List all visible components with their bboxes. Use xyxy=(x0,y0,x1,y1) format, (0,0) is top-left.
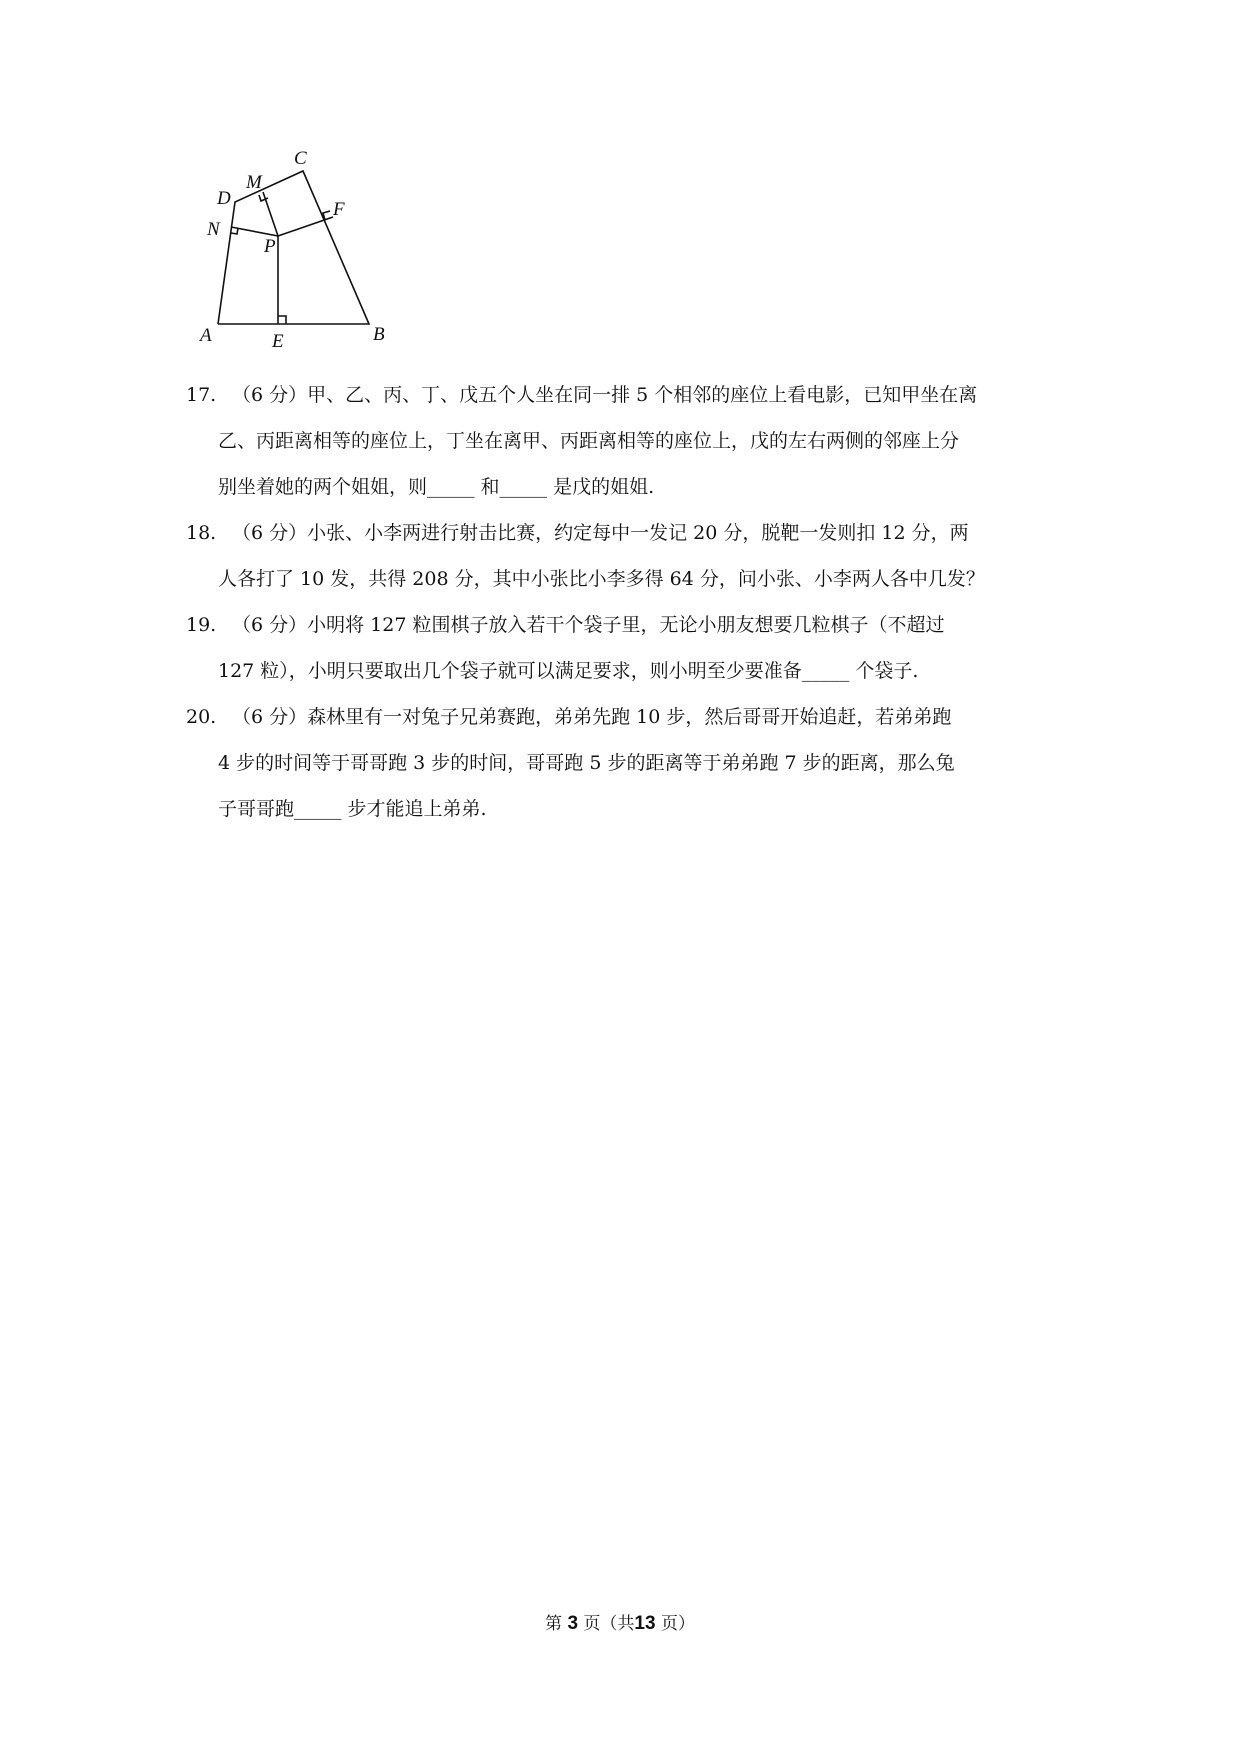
question-20 xyxy=(186,694,1066,832)
label-F: F xyxy=(333,199,345,220)
footer-suffix: 页） xyxy=(660,1614,695,1634)
question-text-line: 乙、丙距离相等的座位上，丁坐在离甲、丙距离相等的座位上，戊的左右两侧的邻座上分 xyxy=(218,430,960,452)
question-number: 19. xyxy=(186,614,217,636)
question-text-line: 127 粒），小明只要取出几个袋子就可以满足要求，则小明至少要准备_____ 个袋子. xyxy=(218,660,919,682)
quadrilateral-outline xyxy=(218,171,369,324)
question-number: 18. xyxy=(186,522,217,544)
question-text-line: 别坐着她的两个姐姐，则_____ 和_____ 是戊的姐姐. xyxy=(218,476,655,498)
question-text-line: （6 分）甲、乙、丙、丁、戊五个人坐在同一排 5 个相邻的座位上看电影，已知甲坐在离 xyxy=(232,384,978,406)
question-18 xyxy=(186,510,1066,602)
footer-middle: 页（共 xyxy=(583,1614,635,1634)
footer-prefix: 第 xyxy=(545,1614,563,1634)
question-number: 20. xyxy=(186,706,217,728)
question-list xyxy=(186,372,1066,832)
label-N: N xyxy=(207,219,220,240)
label-A: A xyxy=(200,325,212,346)
quadrilateral-diagram xyxy=(200,148,455,352)
label-C: C xyxy=(294,148,307,169)
page-footer xyxy=(0,1612,1240,1636)
question-text-line: 人各打了 10 发，共得 208 分，其中小张比小李多得 64 分，问小张、小李两人各中几发？ xyxy=(218,568,985,590)
footer-total-pages: 13 xyxy=(634,1613,656,1634)
question-text-line: （6 分）小张、小李两进行射击比赛，约定每中一发记 20 分，脱靶一发则扣 12 分，两 xyxy=(232,522,969,544)
question-number: 17. xyxy=(186,384,217,406)
label-M: M xyxy=(246,172,262,193)
question-text-line: （6 分）森林里有一对兔子兄弟赛跑，弟弟先跑 10 步，然后哥哥开始追赶，若弟弟跑 xyxy=(232,706,952,728)
label-B: B xyxy=(373,324,385,345)
question-text-line: （6 分）小明将 127 粒围棋子放入若干个袋子里，无论小朋友想要几粒棋子（不超过 xyxy=(232,614,945,636)
label-E: E xyxy=(272,331,284,352)
label-D: D xyxy=(217,188,231,209)
geometry-figure xyxy=(200,148,455,352)
label-P: P xyxy=(264,236,276,257)
question-19 xyxy=(186,602,1066,694)
question-17 xyxy=(186,372,1066,510)
right-angle-mark-E xyxy=(278,316,286,324)
footer-page-number: 3 xyxy=(567,1613,579,1634)
question-text-line: 子哥哥跑_____ 步才能追上弟弟. xyxy=(218,798,487,820)
question-text-line: 4 步的时间等于哥哥跑 3 步的时间，哥哥跑 5 步的距离等于弟弟跑 7 步的距离，那么兔 xyxy=(218,752,955,774)
